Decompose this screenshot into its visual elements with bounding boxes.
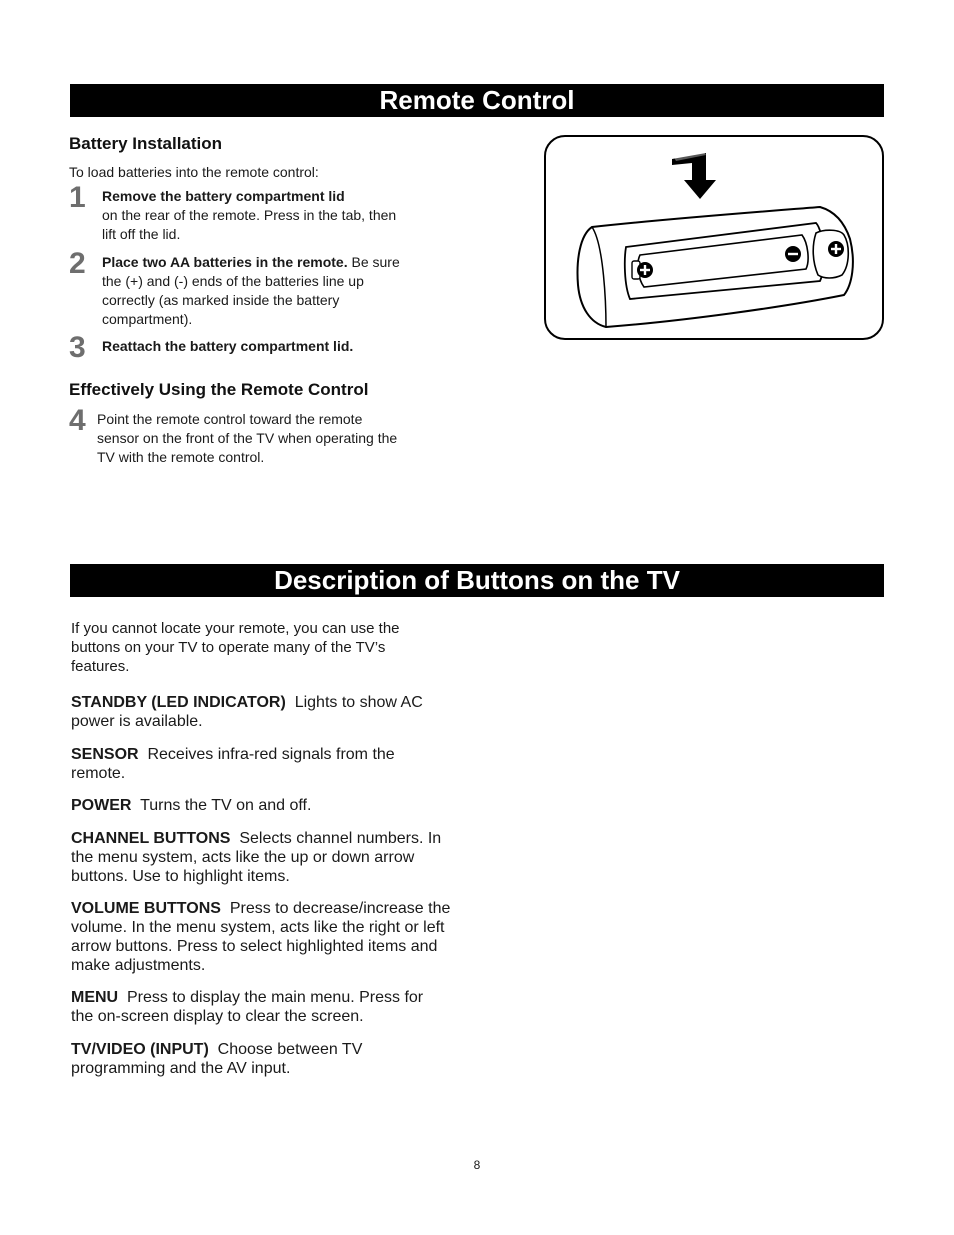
desc-sensor xyxy=(71,745,421,783)
step-number: 2 xyxy=(69,247,86,280)
plus-icon xyxy=(828,241,844,257)
battery-installation-heading: Battery Installation xyxy=(69,134,223,153)
desc-volume-buttons xyxy=(71,899,463,975)
desc-standby xyxy=(71,693,451,731)
desc-menu xyxy=(71,988,441,1026)
desc-term: STANDBY (LED INDICATOR) xyxy=(71,694,286,711)
desc-tv-video-input xyxy=(71,1040,381,1078)
desc-power xyxy=(71,796,466,815)
desc-text: Press to decrease/increase the volume. In the menu system, acts like the right or left arrow buttons. Press to select highlighted items and make adjustments. xyxy=(71,900,451,974)
battery-intro: To load batteries into the remote control: xyxy=(69,164,319,180)
step-bold-text: Remove the battery compartment lid xyxy=(102,188,345,204)
step-number: 4 xyxy=(69,404,86,437)
desc-term: VOLUME BUTTONS xyxy=(71,900,221,917)
desc-text: Press to display the main menu. Press for the on-screen display to clear the screen. xyxy=(71,989,424,1025)
step-bold-text: Reattach the battery compartment lid. xyxy=(102,338,354,354)
remote-control-banner: Remote Control xyxy=(70,84,884,117)
desc-term: TV/VIDEO (INPUT) xyxy=(71,1041,209,1058)
desc-channel-buttons xyxy=(71,829,451,886)
desc-text: Lights to show AC power is available. xyxy=(71,694,423,730)
step-number: 3 xyxy=(69,331,86,364)
step-text: on the rear of the remote. Press in the tab, then lift off the lid. xyxy=(102,207,397,242)
step-text: Be sure the (+) and (-) ends of the batteries line up correctly (as marked inside the battery compartment). xyxy=(102,254,400,327)
desc-text: Receives infra-red signals from the remote. xyxy=(71,746,395,782)
effective-use-heading: Effectively Using the Remote Control xyxy=(69,380,369,399)
desc-term: POWER xyxy=(71,797,132,814)
tv-buttons-banner: Description of Buttons on the TV xyxy=(70,564,884,597)
desc-text: Selects channel numbers. In the menu system, acts like the up or down arrow buttons. Use to highlight items. xyxy=(71,830,442,885)
minus-icon xyxy=(785,246,801,262)
tv-buttons-intro: If you cannot locate your remote, you can use the buttons on your TV to operate many of the TV’s features. xyxy=(71,620,400,675)
desc-text: Choose between TV programming and the AV input. xyxy=(71,1041,363,1077)
desc-term: CHANNEL BUTTONS xyxy=(71,830,231,847)
plus-icon xyxy=(637,262,653,278)
desc-text: Turns the TV on and off. xyxy=(140,797,312,814)
step-text: Point the remote control toward the remote sensor on the front of the TV when operating the TV with the remote control. xyxy=(97,411,398,465)
step-number: 1 xyxy=(69,181,86,214)
desc-term: MENU xyxy=(71,989,119,1006)
page-number: 8 xyxy=(473,1158,481,1172)
battery-installation-illustration xyxy=(544,135,884,340)
step-bold-text: Place two AA batteries in the remote. xyxy=(102,254,348,270)
desc-term: SENSOR xyxy=(71,746,139,763)
